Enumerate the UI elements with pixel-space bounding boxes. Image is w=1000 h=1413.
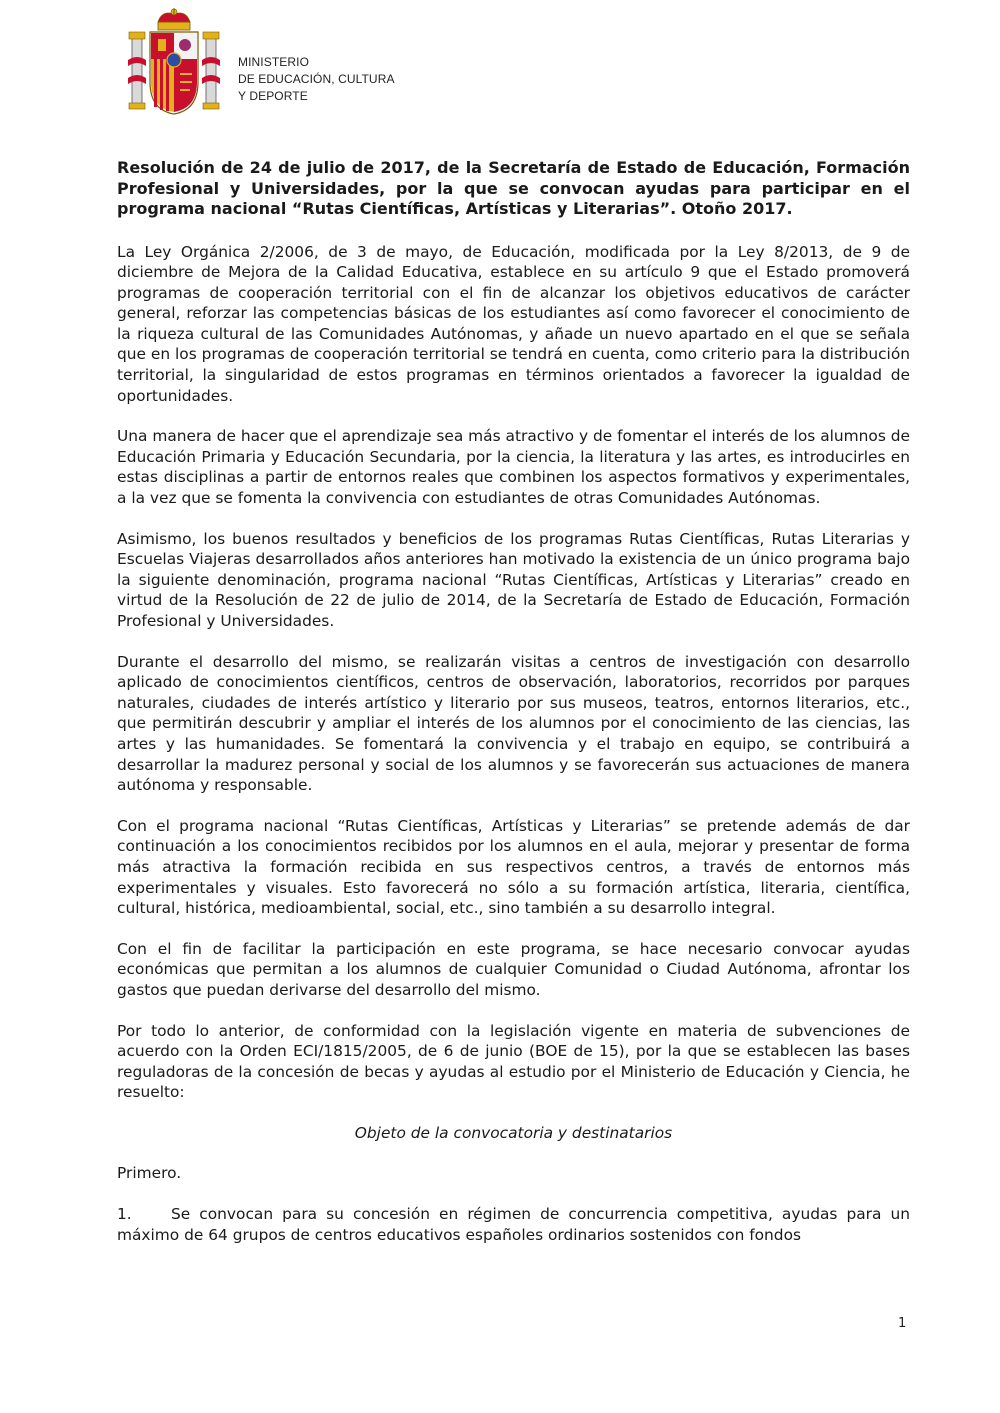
letterhead	[126, 8, 446, 118]
spanish-coat-of-arms-icon	[126, 8, 222, 118]
paragraph-1: La Ley Orgánica 2/2006, de 3 de mayo, de Educación, modificada por la Ley 8/2013, de 9 de diciembre de Mejora de la Calidad Educativa, establece en su artículo 9 que el Estado promoverá programas de cooperación territorial con el fin de alcanzar los objetivos educativos de carácter general, reforzar las competencias básicas de los estudiantes así como favorecer el conocimiento de la riqueza cultural de las Comunidades Autónomas, y añade un nuevo apartado en el que se señala que en los programas de cooperación territorial se tendrá en cuenta, como criterio para la distribución territorial, la singularidad de estos programas en términos orientados a favorecer la igualdad de oportunidades.	[117, 242, 910, 405]
ministry-line-2: DE EDUCACIÓN, CULTURA	[238, 72, 395, 86]
paragraph-6: Con el fin de facilitar la participación en este programa, se hace necesario convocar ayudas económicas que permitan a los alumnos de cualquier Comunidad o Ciudad Autónoma, afrontar los gastos que puedan derivarse del desarrollo del mismo.	[117, 939, 910, 999]
page-number: 1	[898, 1316, 907, 1331]
paragraph-3: Asimismo, los buenos resultados y beneficios de los programas Rutas Científicas, Rutas Literarias y Escuelas Viajeras desarrollados años anteriores han motivado la existencia de un único programa bajo la siguiente denominación, programa nacional “Rutas Científicas, Artísticas y Literarias” creado en virtud de la Resolución de 22 de julio de 2014, de la Secretaría de Estado de Educación, Formación Profesional y Universidades.	[117, 529, 910, 630]
paragraph-2: Una manera de hacer que el aprendizaje sea más atractivo y de fomentar el interés de los alumnos de Educación Primaria y Educación Secundaria, por la ciencia, la literatura y las artes, es introducirles en estas disciplinas a partir de entornos reales que combinen los aspectos formativos y experimentales, a la vez que se fomenta la convivencia con estudiantes de otras Comunidades Autónomas.	[117, 427, 910, 508]
item-text: Se convocan para su concesión en régimen de concurrencia competitiva, ayudas para un máximo de 64 grupos de centros educativos españoles ordinarios sostenidos con fondos	[117, 1205, 910, 1244]
ministry-name	[238, 54, 395, 105]
ministry-line-1: MINISTERIO	[238, 55, 310, 69]
paragraph-7: Por todo lo anterior, de conformidad con la legislación vigente en materia de subvenciones de acuerdo con la Orden ECI/1815/2005, de 6 de junio (BOE de 15), por la que se establecen las bases reguladoras de la concesión de becas y ayudas al estudio por el Ministerio de Educación y Ciencia, he resuelto:	[117, 1021, 910, 1102]
document-body	[117, 158, 910, 1245]
numbered-item	[117, 1204, 910, 1245]
ministry-line-3: Y DEPORTE	[238, 89, 308, 103]
item-number: 1.	[117, 1205, 132, 1224]
article-label: Primero.	[117, 1164, 182, 1183]
paragraph-4: Durante el desarrollo del mismo, se realizarán visitas a centros de investigación con desarrollo aplicado de conocimientos científicos, centros de observación, laboratorios, recorridos por parques naturales, ciudades de interés artístico y literario por sus museos, teatros, entornos literarios, etc., que permitirán descubrir y ampliar el interés de los alumnos por el conocimiento de las ciencias, las artes y las humanidades. Se fomentará la convivencia y el trabajo en equipo, se contribuirá a desarrollar la madurez personal y social de los alumnos y se favorecerán sus actuaciones de manera autónoma y responsable.	[117, 652, 910, 795]
section-heading: Objeto de la convocatoria y destinatarios	[354, 1123, 673, 1142]
resolution-title: Resolución de 24 de julio de 2017, de la Secretaría de Estado de Educación, Formación Profesional y Universidades, por la que se convocan ayudas para participar en el programa nacional “Rutas Científicas, Artísticas y Literarias”. Otoño 2017.	[117, 158, 910, 218]
paragraph-5: Con el programa nacional “Rutas Científicas, Artísticas y Literarias” se pretende además de dar continuación a los conocimientos recibidos por los alumnos en el aula, mejorar y presentar de forma más atractiva la formación recibida en sus respectivos centros, a través de entornos más experimentales y visuales. Esto favorecerá no sólo a su formación artística, literaria, científica, cultural, histórica, medioambiental, social, etc., sino también a su desarrollo integral.	[117, 816, 910, 918]
